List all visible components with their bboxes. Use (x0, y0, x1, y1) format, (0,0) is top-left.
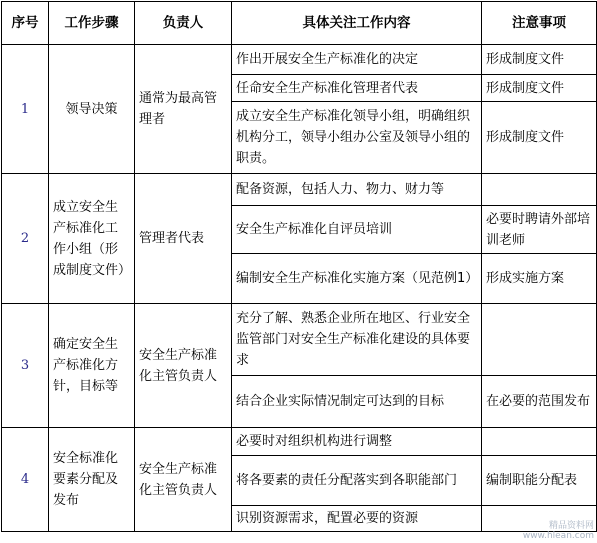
note-cell: 形成实施方案 (482, 254, 597, 304)
note-cell (482, 304, 597, 376)
watermark-line-2: www.hlean.com (522, 531, 594, 541)
owner: 通常为最高管理者 (135, 45, 232, 174)
header-no: 序号 (2, 2, 49, 45)
row-number: 4 (2, 428, 49, 532)
watermark (523, 521, 594, 541)
table-header-row (2, 2, 597, 45)
note-cell (482, 174, 597, 206)
content-cell: 成立安全生产标准化领导小组，明确组织机构分工，领导小组办公室及领导小组的职责。 (232, 102, 482, 174)
header-note: 注意事项 (482, 2, 597, 45)
owner: 安全生产标准化主管负责人 (135, 428, 232, 532)
row-number: 3 (2, 304, 49, 428)
work-step: 确定安全生产标准化方针，目标等 (49, 304, 135, 428)
owner: 管理者代表 (135, 174, 232, 304)
content-cell: 配备资源，包括人力、物力、财力等 (232, 174, 482, 206)
content-cell: 编制安全生产标准化实施方案（见范例1） (232, 254, 482, 304)
watermark-line-1: 精品资料网 (548, 521, 594, 531)
table-row (2, 174, 597, 206)
note-cell (482, 428, 597, 456)
row-number: 1 (2, 45, 49, 174)
note-cell: 形成制度文件 (482, 75, 597, 102)
owner: 安全生产标准化主管负责人 (135, 304, 232, 428)
content-cell: 任命安全生产标准化管理者代表 (232, 75, 482, 102)
header-owner: 负责人 (135, 2, 232, 45)
content-cell: 充分了解、熟悉企业所在地区、行业安全监管部门对安全生产标准化建设的具体要求 (232, 304, 482, 376)
work-step: 安全标准化要素分配及发布 (49, 428, 135, 532)
work-step: 成立安全生产标准化工作小组（形成制度文件） (49, 174, 135, 304)
content-cell: 识别资源需求，配置必要的资源 (232, 506, 482, 532)
content-cell: 安全生产标准化自评员培训 (232, 206, 482, 254)
content-cell: 必要时对组织机构进行调整 (232, 428, 482, 456)
work-steps-table (1, 1, 597, 532)
note-cell: 必要时聘请外部培训老师 (482, 206, 597, 254)
table-row (2, 304, 597, 376)
work-step: 领导决策 (49, 45, 135, 174)
header-content: 具体关注工作内容 (232, 2, 482, 45)
note-cell: 编制职能分配表 (482, 456, 597, 506)
note-cell: 形成制度文件 (482, 102, 597, 174)
content-cell: 将各要素的责任分配落实到各职能部门 (232, 456, 482, 506)
content-cell: 作出开展安全生产标准化的决定 (232, 45, 482, 75)
table-row (2, 428, 597, 456)
content-cell: 结合企业实际情况制定可达到的目标 (232, 376, 482, 428)
note-cell: 在必要的范围发布 (482, 376, 597, 428)
row-number: 2 (2, 174, 49, 304)
note-cell: 形成制度文件 (482, 45, 597, 75)
header-step: 工作步骤 (49, 2, 135, 45)
table-row (2, 45, 597, 75)
